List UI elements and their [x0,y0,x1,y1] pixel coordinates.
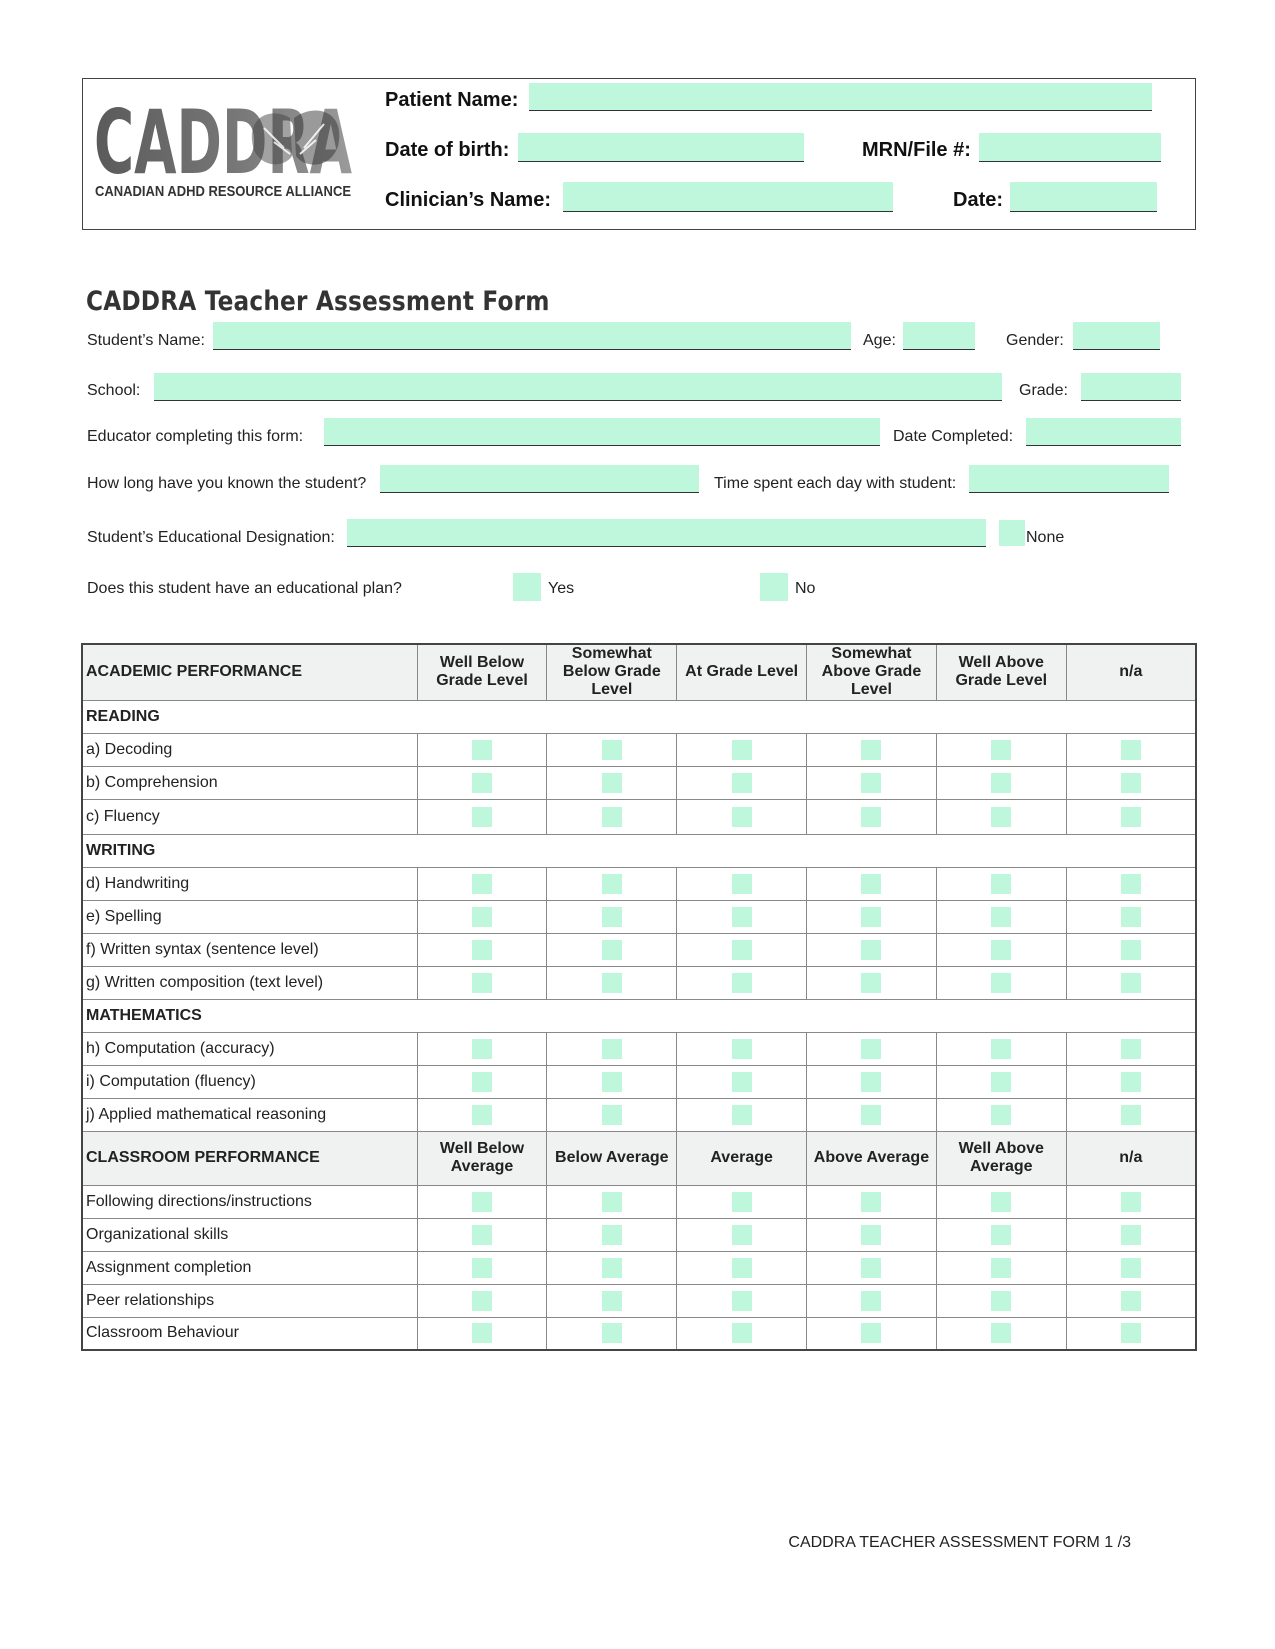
rating-checkbox[interactable] [861,740,881,760]
performance-table [81,643,1197,1351]
rating-checkbox[interactable] [602,773,622,793]
rating-checkbox[interactable] [472,1323,492,1343]
rating-checkbox[interactable] [861,1225,881,1245]
rating-checkbox[interactable] [732,773,752,793]
rating-checkbox[interactable] [991,740,1011,760]
table-row [82,1098,1196,1131]
rating-checkbox[interactable] [861,773,881,793]
row-label: d) Handwriting [82,867,417,900]
table-row [82,1185,1196,1218]
rating-checkbox[interactable] [602,1258,622,1278]
rating-cell [1066,1065,1196,1098]
rating-cell [677,1065,807,1098]
rating-cell [1066,1284,1196,1317]
rating-checkbox[interactable] [602,1323,622,1343]
rating-checkbox[interactable] [861,907,881,927]
mrn-field[interactable] [979,133,1161,162]
row-label: a) Decoding [82,733,417,766]
rating-checkbox[interactable] [1121,1258,1141,1278]
rating-checkbox[interactable] [991,907,1011,927]
rating-checkbox[interactable] [1121,1072,1141,1092]
rating-checkbox[interactable] [732,1323,752,1343]
rating-cell [807,1065,937,1098]
column-header: At Grade Level [677,644,807,700]
table-row [82,1065,1196,1098]
rating-checkbox[interactable] [861,973,881,993]
rating-checkbox[interactable] [861,1105,881,1125]
rating-cell [807,1284,937,1317]
rating-checkbox[interactable] [732,740,752,760]
grade-field[interactable] [1081,373,1181,401]
rating-cell [417,966,547,999]
rating-checkbox[interactable] [1121,807,1141,827]
rating-checkbox[interactable] [732,1105,752,1125]
rating-cell [417,766,547,799]
rating-cell [1066,966,1196,999]
rating-cell [1066,900,1196,933]
row-label: h) Computation (accuracy) [82,1032,417,1065]
rating-checkbox[interactable] [472,1225,492,1245]
table-row [82,966,1196,999]
rating-cell [936,1032,1066,1065]
rating-cell [936,733,1066,766]
section-title: WRITING [82,834,1196,867]
column-header: n/a [1066,644,1196,700]
table-row [82,867,1196,900]
rating-cell [547,766,677,799]
section-title: READING [82,700,1196,733]
rating-cell [1066,1251,1196,1284]
rating-cell [677,867,807,900]
rating-checkbox[interactable] [732,1258,752,1278]
age-field[interactable] [903,322,975,350]
rating-cell [1066,1032,1196,1065]
grade-label: Grade: [1019,382,1068,399]
row-label: i) Computation (fluency) [82,1065,417,1098]
rating-checkbox[interactable] [991,1105,1011,1125]
logo-tagline: CANADIAN ADHD RESOURCE ALLIANCE [95,183,351,200]
rating-checkbox[interactable] [732,1192,752,1212]
rating-checkbox[interactable] [472,907,492,927]
rating-checkbox[interactable] [732,1039,752,1059]
rating-cell [1066,766,1196,799]
rating-checkbox[interactable] [732,907,752,927]
rating-cell [936,1098,1066,1131]
rating-cell [547,900,677,933]
table-row [82,799,1196,834]
plan-no-checkbox[interactable] [760,573,788,601]
rating-checkbox[interactable] [1121,740,1141,760]
rating-checkbox[interactable] [732,973,752,993]
column-header: Well Below Average [417,1131,547,1185]
rating-cell [936,867,1066,900]
rating-checkbox[interactable] [991,874,1011,894]
mrn-label: MRN/File #: [862,139,971,161]
rating-cell [677,733,807,766]
rating-checkbox[interactable] [991,807,1011,827]
rating-checkbox[interactable] [602,973,622,993]
rating-cell [677,1218,807,1251]
rating-checkbox[interactable] [1121,874,1141,894]
rating-cell [677,766,807,799]
column-header: Above Average [807,1131,937,1185]
rating-checkbox[interactable] [1121,1225,1141,1245]
row-label: Assignment completion [82,1251,417,1284]
classroom-header-row [82,1131,1196,1185]
rating-checkbox[interactable] [472,1105,492,1125]
rating-checkbox[interactable] [991,1072,1011,1092]
rating-checkbox[interactable] [1121,973,1141,993]
rating-cell [417,900,547,933]
rating-checkbox[interactable] [991,773,1011,793]
educator-label: Educator completing this form: [87,428,304,445]
rating-cell [547,933,677,966]
educator-field[interactable] [324,418,880,446]
row-label: e) Spelling [82,900,417,933]
rating-checkbox[interactable] [732,1072,752,1092]
column-header: Average [677,1131,807,1185]
rating-cell [807,1032,937,1065]
rating-cell [807,933,937,966]
rating-cell [417,933,547,966]
rating-cell [807,867,937,900]
rating-checkbox[interactable] [472,1039,492,1059]
table-row [82,933,1196,966]
row-label: f) Written syntax (sentence level) [82,933,417,966]
rating-checkbox[interactable] [1121,1105,1141,1125]
known-student-label: How long have you known the student? [87,475,367,492]
rating-checkbox[interactable] [991,1192,1011,1212]
column-header: Well Below Grade Level [417,644,547,700]
row-label: Peer relationships [82,1284,417,1317]
rating-cell [807,766,937,799]
rating-cell [1066,1098,1196,1131]
rating-checkbox[interactable] [1121,1039,1141,1059]
rating-cell [547,1098,677,1131]
rating-cell [677,1185,807,1218]
rating-cell [547,1032,677,1065]
rating-cell [807,733,937,766]
plan-yes-label: Yes [548,580,575,597]
rating-cell [547,733,677,766]
rating-cell [936,1251,1066,1284]
rating-cell [677,799,807,834]
rating-checkbox[interactable] [991,1323,1011,1343]
gender-field[interactable] [1073,322,1160,350]
rating-cell [936,1284,1066,1317]
rating-cell [1066,933,1196,966]
student-name-field[interactable] [213,322,851,350]
school-label: School: [87,382,141,399]
rating-cell [677,1032,807,1065]
rating-cell [807,966,937,999]
designation-label: Student’s Educational Designation: [87,529,335,546]
patient-name-field[interactable] [529,83,1152,111]
rating-cell [547,1065,677,1098]
none-checkbox[interactable] [999,520,1025,546]
plan-no-label: No [795,580,816,597]
rating-checkbox[interactable] [602,940,622,960]
rating-checkbox[interactable] [602,1225,622,1245]
row-label: c) Fluency [82,799,417,834]
table-row [82,733,1196,766]
rating-checkbox[interactable] [861,1072,881,1092]
rating-checkbox[interactable] [472,773,492,793]
rating-checkbox[interactable] [861,940,881,960]
rating-checkbox[interactable] [602,807,622,827]
known-student-field[interactable] [380,465,699,493]
rating-cell [936,766,1066,799]
column-header: Below Average [547,1131,677,1185]
rating-cell [936,900,1066,933]
row-label: b) Comprehension [82,766,417,799]
rating-checkbox[interactable] [472,740,492,760]
rating-checkbox[interactable] [991,973,1011,993]
rating-checkbox[interactable] [991,1291,1011,1311]
academic-header-row [82,644,1196,700]
rating-cell [417,1284,547,1317]
column-header: Well Above Grade Level [936,644,1066,700]
rating-cell [547,1185,677,1218]
table-row [82,1218,1196,1251]
patient-name-label: Patient Name: [385,89,519,111]
rating-checkbox[interactable] [1121,1291,1141,1311]
section-title: MATHEMATICS [82,999,1196,1032]
table-row [82,766,1196,799]
table-row [82,1284,1196,1317]
row-label: Classroom Behaviour [82,1317,417,1350]
rating-checkbox[interactable] [472,1291,492,1311]
rating-cell [677,900,807,933]
educational-plan-label: Does this student have an educational plan? [87,580,402,597]
rating-checkbox[interactable] [602,1192,622,1212]
rating-checkbox[interactable] [1121,940,1141,960]
rating-checkbox[interactable] [861,1291,881,1311]
rating-checkbox[interactable] [861,1323,881,1343]
rating-checkbox[interactable] [732,807,752,827]
rating-checkbox[interactable] [472,940,492,960]
section-row [82,999,1196,1032]
rating-checkbox[interactable] [472,973,492,993]
none-label: None [1026,529,1065,546]
rating-checkbox[interactable] [1121,773,1141,793]
column-header: Well Above Average [936,1131,1066,1185]
plan-yes-checkbox[interactable] [513,573,541,601]
logo-wordmark: CADDRA [94,98,352,194]
row-label: j) Applied mathematical reasoning [82,1098,417,1131]
rating-cell [1066,1185,1196,1218]
rating-checkbox[interactable] [472,874,492,894]
date-label: Date: [953,189,1004,211]
section-row [82,700,1196,733]
rating-checkbox[interactable] [991,1039,1011,1059]
rating-cell [417,1251,547,1284]
rating-checkbox[interactable] [1121,1192,1141,1212]
rating-cell [936,933,1066,966]
rating-checkbox[interactable] [861,1039,881,1059]
clinician-name-label: Clinician’s Name: [385,189,551,211]
rating-checkbox[interactable] [991,940,1011,960]
rating-cell [807,799,937,834]
rating-cell [547,799,677,834]
rating-checkbox[interactable] [472,1192,492,1212]
rating-cell [417,1317,547,1350]
rating-cell [807,1185,937,1218]
caddra-logo [94,98,354,202]
rating-cell [807,1251,937,1284]
table-row [82,1317,1196,1350]
rating-checkbox[interactable] [861,1258,881,1278]
section-row [82,834,1196,867]
rating-checkbox[interactable] [472,807,492,827]
column-header: n/a [1066,1131,1196,1185]
row-label: g) Written composition (text level) [82,966,417,999]
column-header: Somewhat Above Grade Level [807,644,937,700]
form-title: CADDRA Teacher Assessment Form [86,286,550,317]
academic-header-row-title: ACADEMIC PERFORMANCE [82,644,417,700]
rating-cell [547,867,677,900]
rating-cell [547,1218,677,1251]
dob-field[interactable] [518,133,804,162]
rating-cell [807,1317,937,1350]
rating-cell [417,1032,547,1065]
table-row [82,1032,1196,1065]
rating-checkbox[interactable] [991,1225,1011,1245]
rating-cell [936,1185,1066,1218]
rating-checkbox[interactable] [732,1291,752,1311]
rating-cell [936,1218,1066,1251]
rating-checkbox[interactable] [602,1105,622,1125]
rating-checkbox[interactable] [861,1192,881,1212]
rating-cell [547,1284,677,1317]
page-footer: CADDRA TEACHER ASSESSMENT FORM 1 /3 [788,1534,1131,1551]
rating-cell [936,1065,1066,1098]
rating-cell [677,1098,807,1131]
rating-cell [417,799,547,834]
rating-cell [417,1098,547,1131]
dob-label: Date of birth: [385,139,510,161]
rating-checkbox[interactable] [1121,1323,1141,1343]
rating-cell [807,900,937,933]
row-label: Organizational skills [82,1218,417,1251]
rating-cell [1066,733,1196,766]
rating-checkbox[interactable] [602,740,622,760]
row-label: Following directions/instructions [82,1185,417,1218]
rating-checkbox[interactable] [861,874,881,894]
rating-cell [417,1185,547,1218]
rating-cell [417,1065,547,1098]
age-label: Age: [863,332,896,349]
time-with-student-label: Time spent each day with student: [714,475,957,492]
table-row [82,1251,1196,1284]
rating-cell [1066,867,1196,900]
rating-cell [547,1317,677,1350]
rating-checkbox[interactable] [602,1039,622,1059]
rating-cell [677,1317,807,1350]
time-with-student-field[interactable] [969,465,1169,493]
rating-checkbox[interactable] [602,1072,622,1092]
rating-checkbox[interactable] [472,1072,492,1092]
classroom-header-row-title: CLASSROOM PERFORMANCE [82,1131,417,1185]
rating-cell [1066,1317,1196,1350]
rating-cell [677,933,807,966]
rating-checkbox[interactable] [991,1258,1011,1278]
rating-checkbox[interactable] [732,1225,752,1245]
rating-cell [936,966,1066,999]
date-completed-label: Date Completed: [893,428,1014,445]
rating-checkbox[interactable] [861,807,881,827]
rating-cell [936,1317,1066,1350]
date-completed-field[interactable] [1026,418,1181,446]
rating-checkbox[interactable] [1121,907,1141,927]
date-field[interactable] [1010,182,1157,212]
rating-cell [677,1284,807,1317]
column-header: Somewhat Below Grade Level [547,644,677,700]
rating-cell [417,733,547,766]
rating-checkbox[interactable] [602,907,622,927]
clinician-name-field[interactable] [563,182,893,212]
rating-cell [1066,1218,1196,1251]
rating-checkbox[interactable] [602,874,622,894]
rating-cell [1066,799,1196,834]
rating-cell [807,1218,937,1251]
table-row [82,900,1196,933]
rating-cell [547,966,677,999]
designation-field[interactable] [347,519,986,547]
rating-checkbox[interactable] [602,1291,622,1311]
rating-cell [677,966,807,999]
gender-label: Gender: [1006,332,1064,349]
rating-cell [417,867,547,900]
rating-checkbox[interactable] [472,1258,492,1278]
rating-checkbox[interactable] [732,874,752,894]
rating-cell [677,1251,807,1284]
rating-cell [807,1098,937,1131]
rating-cell [936,799,1066,834]
school-field[interactable] [154,373,1002,401]
rating-checkbox[interactable] [732,940,752,960]
rating-cell [547,1251,677,1284]
rating-cell [417,1218,547,1251]
student-name-label: Student’s Name: [87,332,205,349]
